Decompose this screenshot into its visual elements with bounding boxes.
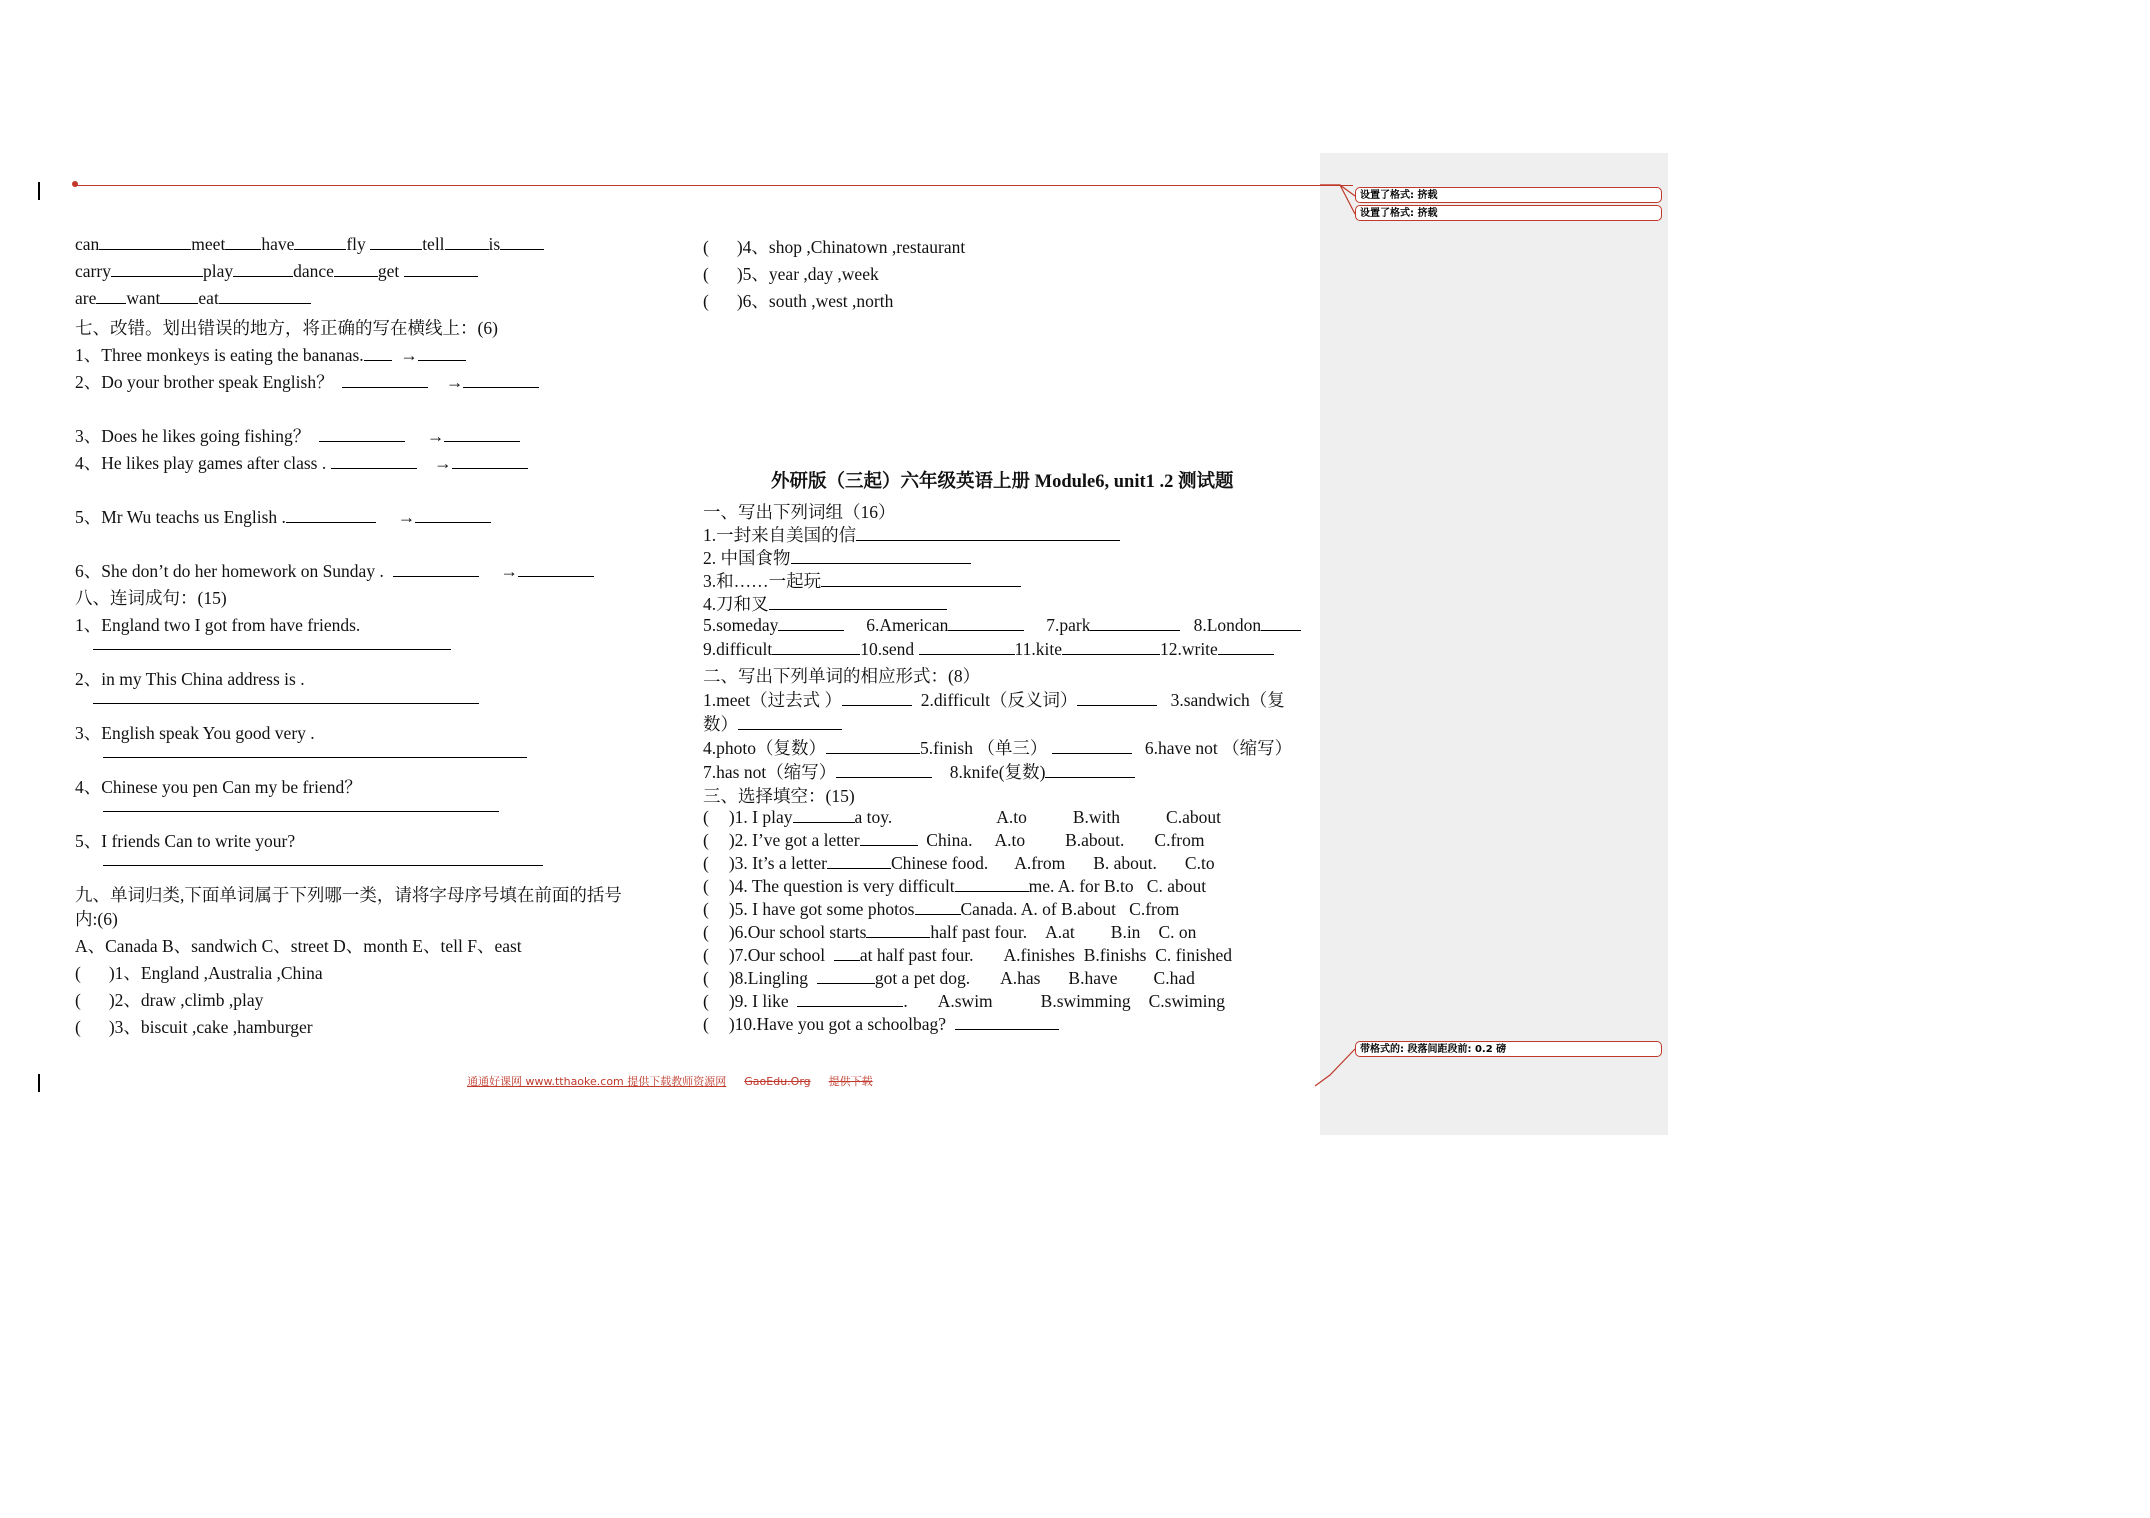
answer-blank[interactable] [866,923,930,938]
answer-blank[interactable] [518,562,594,577]
phrase-q2: 2. 中国食物 [703,545,971,570]
answer-blank[interactable] [404,262,478,277]
word-form-row-3: 7.has not（缩写） 8.knife(复数) [703,759,1135,784]
section-7-heading: 七、改错。划出错误的地方，将正确的写在横线上：(6) [75,318,498,338]
word: can [75,234,100,254]
classification-q5: ( )5、year ,day ,week [703,264,879,284]
choice-q6: ( )6.Our school starts half past four. A.at B.in C. on [703,922,1197,942]
answer-blank[interactable] [334,262,378,277]
word: tell [422,234,445,254]
word-order-q2: 2、in my This China address is . [75,669,305,689]
footer-link[interactable]: 提供下载 [828,1075,873,1088]
word: get [377,261,400,281]
choice-q7: ( )7.Our school at half past four. A.finishes B.finishs C. finished [703,945,1233,965]
word-order-q5: 5、I friends Can to write your? [75,831,296,851]
section-3-heading: 三、选择填空：(15) [703,786,855,806]
answer-blank[interactable] [99,235,191,250]
section-2-heading: 二、写出下列单词的相应形式：(8） [703,666,981,686]
choice-q1: ( )1. I play a toy. A.to B.with C.about [703,807,1221,827]
text-cursor-top [38,182,40,200]
answer-blank[interactable] [915,900,961,915]
answer-blank[interactable] [1261,616,1301,631]
classification-options: A、Canada B、sandwich C、street D、month E、tell F、east [75,936,522,956]
answer-blank[interactable] [370,235,422,250]
answer-blank[interactable] [364,346,392,361]
word-order-answer-line[interactable] [103,796,499,817]
answer-blank[interactable] [415,508,491,523]
footer-link[interactable]: GaoEdu.Org [744,1075,811,1088]
word-order-q4: 4、Chinese you pen Can my be friend？ [75,777,362,797]
answer-blank[interactable] [500,235,544,250]
page-title: 外研版（三起）六年级英语上册 Module6, unit1 .2 测试题 [771,472,1234,492]
word-order-answer-line[interactable] [103,742,527,763]
answer-blank[interactable] [791,549,971,564]
choice-q5: ( )5. I have got some photos Canada. A. of B.about C.from [703,899,1180,919]
answer-blank[interactable] [955,877,1029,892]
answer-blank[interactable] [955,1015,1059,1030]
answer-blank[interactable] [445,235,489,250]
format-change-balloon[interactable]: 设置了格式: 挤载 [1355,205,1662,221]
answer-blank[interactable] [856,526,1120,541]
classification-q1: ( )1、England ,Australia ,China [75,963,323,983]
choice-q4: ( )4. The question is very difficult me. A. for B.to C. about [703,876,1207,896]
word-order-answer-line[interactable] [103,850,543,871]
answer-blank[interactable] [769,595,947,610]
classification-q6: ( )6、south ,west ,north [703,291,894,311]
word: want [126,288,161,308]
error-correction-q2: 2、Do your brother speak English？ → [75,369,539,394]
answer-blank[interactable] [793,808,855,823]
answer-blank[interactable] [286,508,376,523]
answer-blank[interactable] [331,454,417,469]
answer-blank[interactable] [919,640,1015,655]
phrase-q4: 4.刀和叉 [703,591,947,616]
answer-blank[interactable] [860,831,918,846]
word: meet [191,234,226,254]
answer-blank[interactable] [778,616,844,631]
page-footer [467,1073,891,1089]
answer-blank[interactable] [319,427,405,442]
error-correction-q6: 6、She don’t do her homework on Sunday . → [75,558,594,583]
word: is [488,234,501,254]
answer-blank[interactable] [1218,640,1274,655]
answer-blank[interactable] [111,262,203,277]
answer-blank[interactable] [772,640,860,655]
word-order-q1: 1、England two I got from have friends. [75,615,361,635]
answer-blank[interactable] [233,262,293,277]
choice-q10: ( )10.Have you got a schoolbag? [703,1014,1059,1035]
word-form-row-2: 4.photo（复数） 5.finish （单三） 6.have not （缩写） [703,738,1293,758]
word: have [261,234,295,254]
word: eat [198,288,219,308]
answer-blank[interactable] [1077,691,1157,706]
word: play [202,261,234,281]
answer-blank[interactable] [444,427,520,442]
choice-q9: ( )9. I like . A.swim B.swimming C.swiming [703,991,1225,1011]
answer-blank[interactable] [827,854,891,869]
choice-q2: ( )2. I’ve got a letter China. A.to B.about. C.from [703,830,1205,850]
answer-blank[interactable] [1045,763,1135,778]
answer-blank[interactable] [294,235,346,250]
phrase-row-5-8: 5.someday 6.American 7.park 8.London [703,615,1301,636]
classification-q2: ( )2、draw ,climb ,play [75,990,264,1010]
answer-blank[interactable] [836,763,932,778]
word-forms-row-1 [75,234,544,255]
answer-blank[interactable] [418,346,466,361]
word: dance [293,261,334,281]
choice-q3: ( )3. It’s a letter Chinese food. A.from B. about. C.to [703,853,1215,873]
answer-blank[interactable] [463,373,539,388]
classification-q3: ( )3、biscuit ,cake ,hamburger [75,1017,313,1037]
answer-blank[interactable] [160,289,198,304]
answer-blank[interactable] [342,373,428,388]
choice-q8: ( )8.Lingling got a pet dog. A.has B.have C.had [703,968,1195,988]
text-cursor-bottom [38,1074,40,1092]
tracked-change-anchor [72,181,78,187]
word: carry [75,261,111,281]
word-order-answer-line[interactable] [93,634,451,655]
word-order-q3: 3、English speak You good very . [75,723,315,743]
phrase-q1: 1.一封来自美国的信 [703,522,1120,547]
error-correction-q5: 5、Mr Wu teachs us English . → [75,504,491,529]
footer-link[interactable]: 通通好课网 www.tthaoke.com 提供下载教师资源网 [467,1075,727,1088]
section-8-heading: 八、连词成句：(15) [75,588,227,608]
error-correction-q3: 3、Does he likes going fishing？ → [75,423,520,448]
phrase-row-9-12: 9.difficult 10.send 11.kite 12.write [703,639,1274,660]
section-9-heading-cont: 内:(6) [75,909,118,929]
word: are [75,288,97,308]
format-change-balloon[interactable]: 设置了格式: 挤载 [1355,187,1662,203]
section-9-heading: 九、单词归类,下面单词属于下列哪一类，请将字母序号填在前面的括号 [75,885,622,905]
classification-q4: ( )4、shop ,Chinatown ,restaurant [703,237,966,257]
answer-blank[interactable] [96,289,126,304]
answer-blank[interactable] [219,289,311,304]
word: fly [346,234,366,254]
section-1-heading: 一、写出下列词组（16） [703,502,896,522]
answer-blank[interactable] [817,969,875,984]
answer-blank[interactable] [821,572,1021,587]
answer-blank[interactable] [1090,616,1180,631]
error-correction-q1: 1、Three monkeys is eating the bananas. → [75,342,466,367]
answer-blank[interactable] [1062,640,1160,655]
error-correction-q4: 4、He likes play games after class . → [75,450,528,475]
format-change-balloon[interactable]: 带格式的: 段落间距段前: 0.2 磅 [1355,1041,1662,1057]
word-forms-row-2 [75,261,478,282]
phrase-q3: 3.和……一起玩 [703,568,1021,593]
word-order-answer-line[interactable] [93,688,479,709]
answer-blank[interactable] [225,235,261,250]
tracked-change-line [75,185,1353,186]
answer-blank[interactable] [797,992,903,1007]
word-forms-row-3 [75,288,311,309]
answer-blank[interactable] [948,616,1024,631]
answer-blank[interactable] [452,454,528,469]
answer-blank[interactable] [834,946,860,961]
answer-blank[interactable] [393,562,479,577]
answer-blank[interactable] [842,691,912,706]
word-form-row-1-cont: 数） [703,711,842,736]
answer-blank[interactable] [738,715,842,730]
answer-blank[interactable] [826,739,920,754]
word-form-row-1: 1.meet（过去式 ） 2.difficult（反义词） 3.sandwich（复 [703,690,1285,710]
answer-blank[interactable] [1052,739,1132,754]
